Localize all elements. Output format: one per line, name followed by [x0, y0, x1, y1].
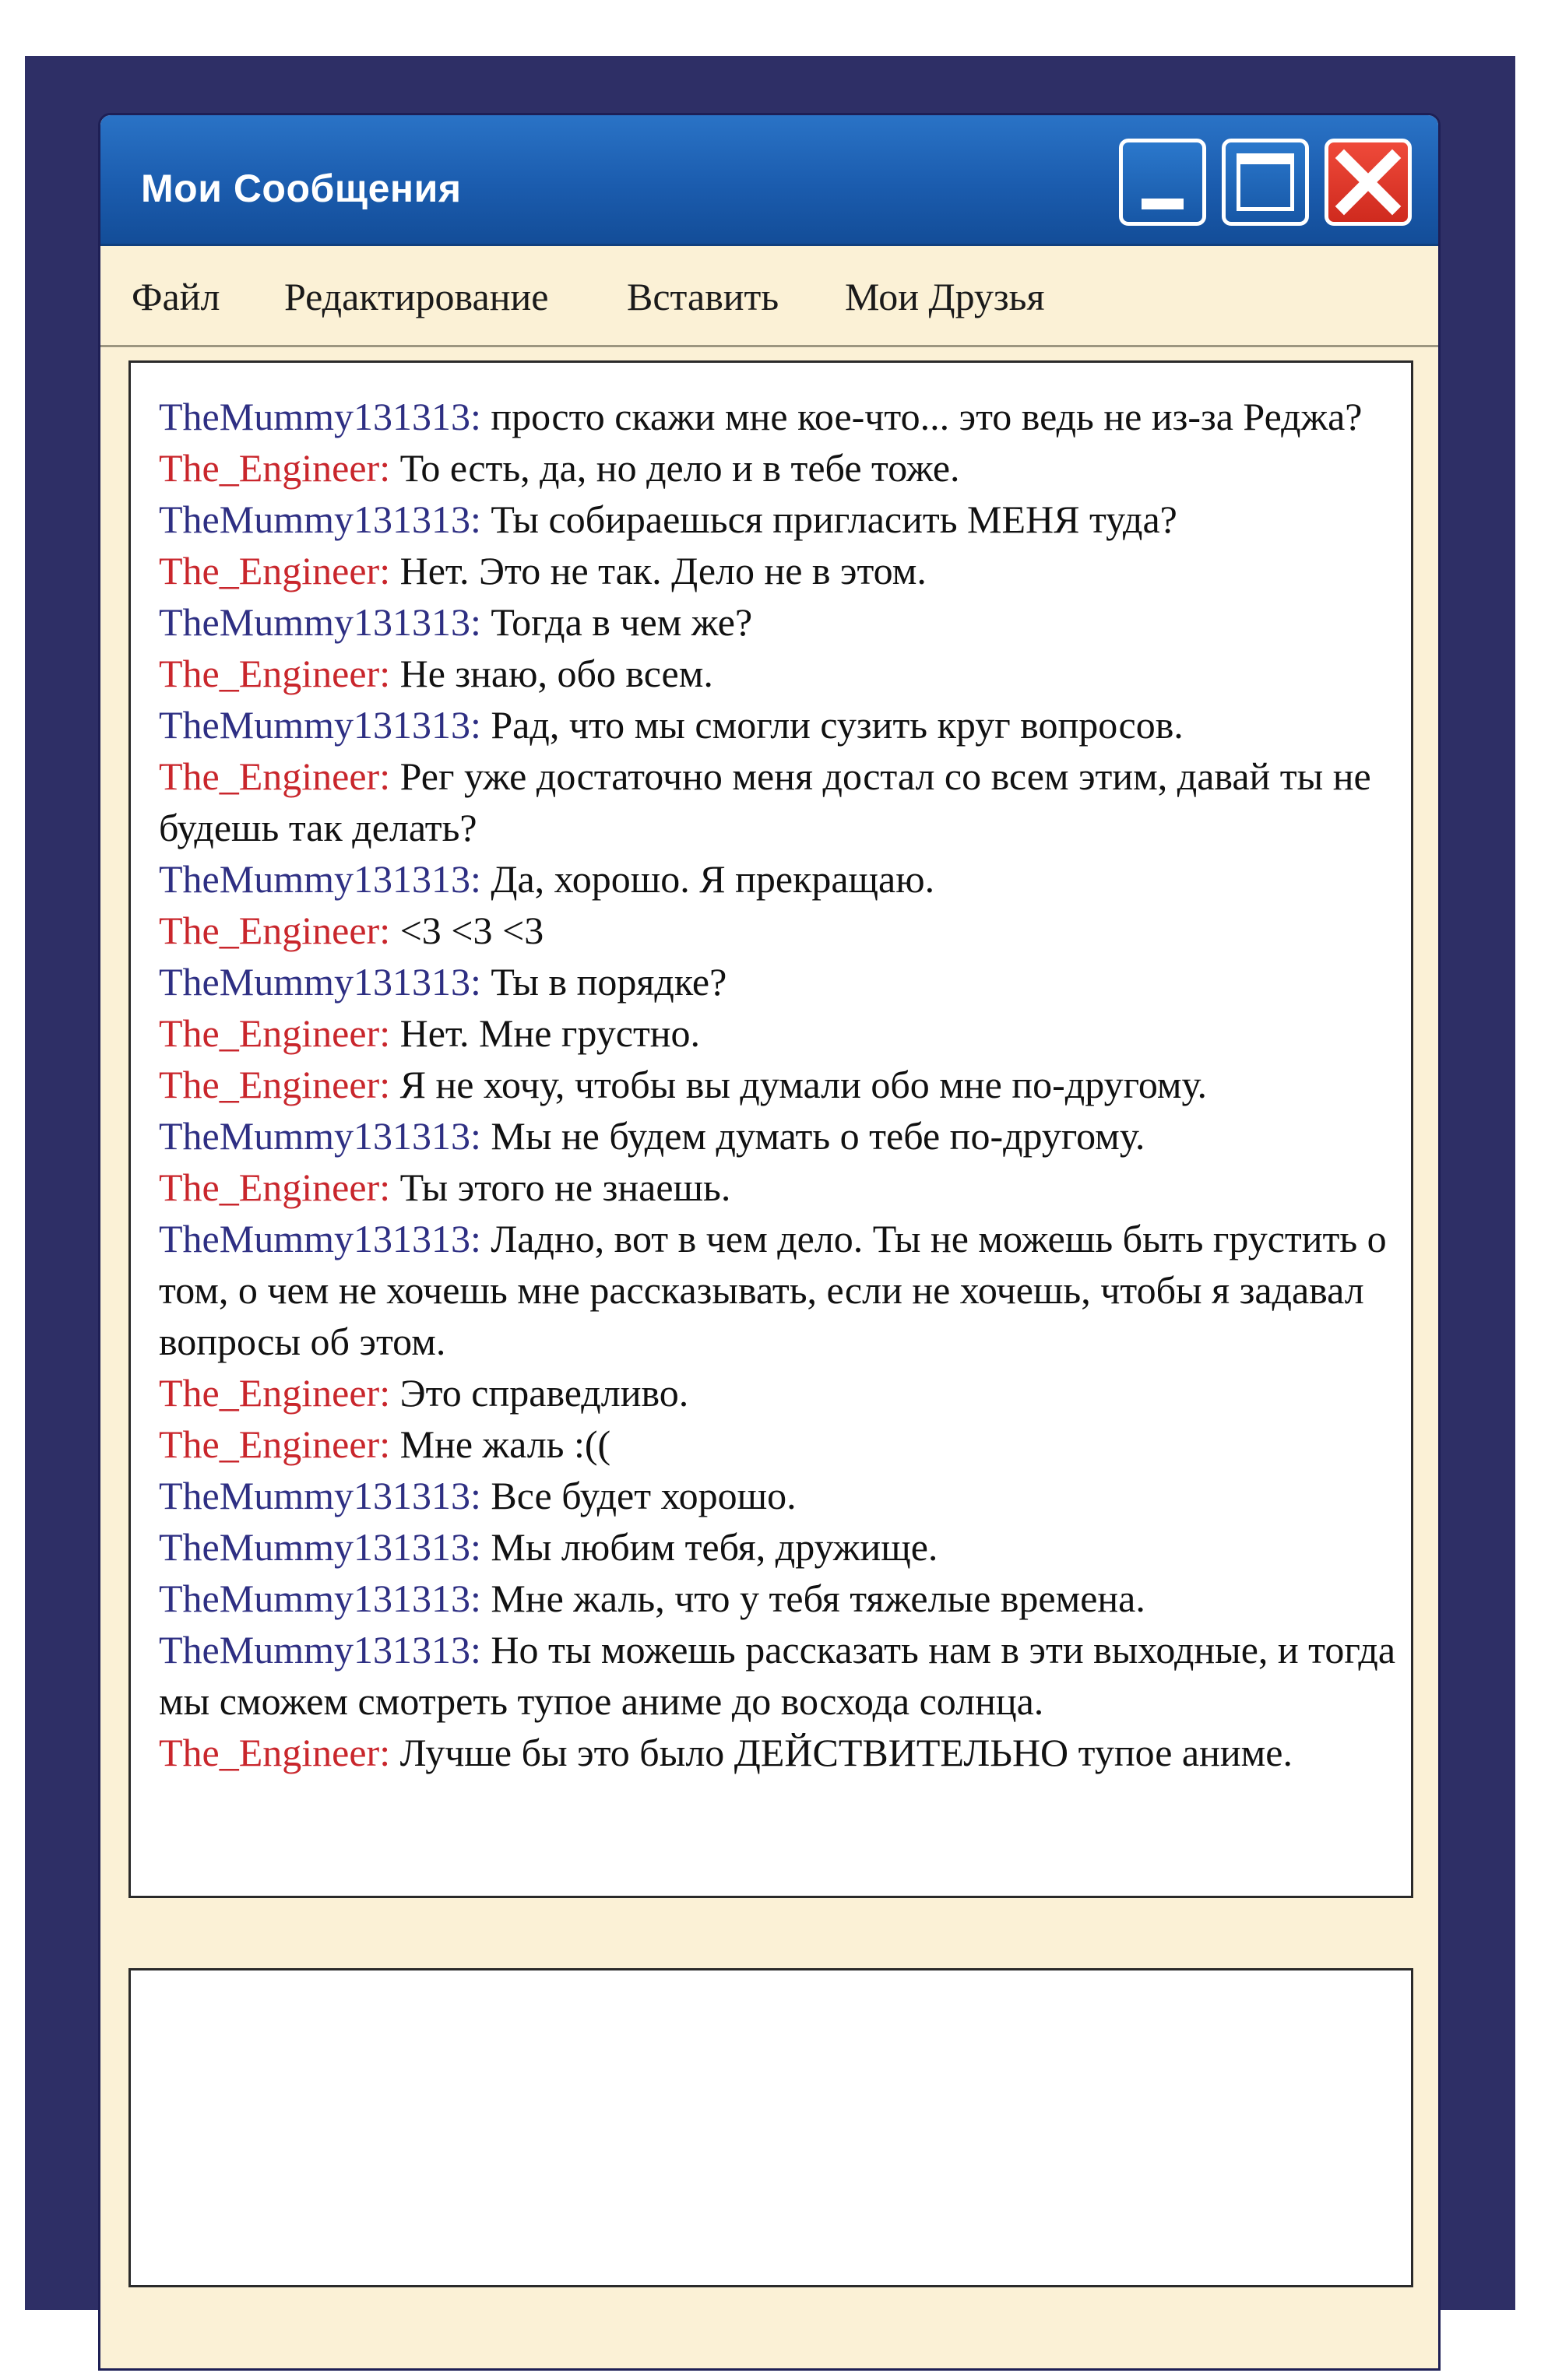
message-author: TheMummy131313:	[159, 1474, 481, 1517]
message-text: Мне жаль, что у тебя тяжелые времена.	[491, 1577, 1145, 1620]
message-author: The_Engineer:	[159, 1731, 391, 1774]
message-list	[159, 391, 1405, 1778]
message-author: TheMummy131313:	[159, 1577, 481, 1620]
message-text: Нет. Это не так. Дело не в этом.	[399, 549, 927, 592]
message-text: Ты собираешься пригласить МЕНЯ туда?	[491, 497, 1177, 541]
chat-message	[159, 1573, 1405, 1624]
chat-message	[159, 494, 1405, 545]
message-text: Все будет хорошо.	[491, 1474, 797, 1517]
chat-message	[159, 596, 1405, 648]
message-author: The_Engineer:	[159, 1063, 391, 1106]
message-author: TheMummy131313:	[159, 395, 481, 438]
message-text: Не знаю, обо всем.	[399, 652, 713, 695]
minimize-icon	[1142, 199, 1184, 209]
message-text: <3 <3 <3	[399, 909, 544, 952]
title-bar[interactable]	[100, 115, 1438, 246]
menu-item-edit[interactable]: Редактирование	[284, 275, 549, 318]
message-author: TheMummy131313:	[159, 1628, 481, 1672]
message-author: The_Engineer:	[159, 1422, 391, 1466]
menu-item-friends[interactable]: Мои Друзья	[845, 275, 1045, 318]
message-author: The_Engineer:	[159, 1165, 391, 1209]
message-text: Да, хорошо. Я прекращаю.	[491, 857, 935, 901]
chat-message	[159, 545, 1405, 596]
chat-message	[159, 648, 1405, 699]
message-author: TheMummy131313:	[159, 1525, 481, 1569]
chat-message	[159, 1213, 1405, 1367]
message-text: Ты в порядке?	[491, 960, 727, 1004]
message-text: Но ты можешь рассказать нам в эти выходные, и тогда мы сможем смотреть тупое аниме до восхода солнца.	[159, 1628, 1396, 1723]
message-author: The_Engineer:	[159, 652, 391, 695]
chat-message	[159, 853, 1405, 905]
message-author: The_Engineer:	[159, 754, 391, 798]
message-text: То есть, да, но дело и в тебе тоже.	[399, 446, 960, 490]
message-text: Лучше бы это было ДЕЙСТВИТЕЛЬНО тупое аниме.	[399, 1731, 1293, 1774]
chat-message	[159, 1470, 1405, 1521]
message-author: TheMummy131313:	[159, 497, 481, 541]
message-text: Мы любим тебя, дружище.	[491, 1525, 938, 1569]
chat-message	[159, 751, 1405, 853]
message-text: Я не хочу, чтобы вы думали обо мне по-другому.	[399, 1063, 1208, 1106]
message-text: Тогда в чем же?	[491, 600, 753, 644]
menu-bar	[100, 246, 1438, 347]
message-author: TheMummy131313:	[159, 857, 481, 901]
message-author: TheMummy131313:	[159, 1217, 481, 1260]
chat-message	[159, 1162, 1405, 1213]
menu-item-insert[interactable]: Вставить	[627, 275, 779, 318]
message-author: The_Engineer:	[159, 446, 391, 490]
chat-message	[159, 956, 1405, 1007]
chat-message	[159, 1110, 1405, 1162]
chat-message	[159, 1727, 1405, 1778]
chat-message	[159, 1367, 1405, 1419]
message-text: Рег уже достаточно меня достал со всем этим, давай ты не будешь так делать?	[159, 754, 1371, 849]
message-author: TheMummy131313:	[159, 960, 481, 1004]
chat-message	[159, 442, 1405, 494]
message-author: The_Engineer:	[159, 909, 391, 952]
chat-message	[159, 1059, 1405, 1110]
window-title: Мои Сообщения	[141, 167, 462, 210]
message-author: The_Engineer:	[159, 549, 391, 592]
chat-message	[159, 905, 1405, 956]
chat-message	[159, 1419, 1405, 1470]
message-author: The_Engineer:	[159, 1371, 391, 1415]
message-text: Ладно, вот в чем дело. Ты не можешь быть грустить о том, о чем не хочешь мне рассказывать, если не хочешь, чтобы я задавал вопросы об этом.	[159, 1217, 1387, 1363]
message-author: TheMummy131313:	[159, 703, 481, 747]
maximize-icon	[1237, 153, 1294, 211]
menu-item-file[interactable]: Файл	[132, 275, 220, 318]
chat-message	[159, 1624, 1405, 1727]
chat-window	[98, 113, 1441, 2371]
message-text: Мне жаль :((	[399, 1422, 611, 1466]
chat-history[interactable]	[128, 360, 1413, 1898]
message-text: Рад, что мы смогли сузить круг вопросов.	[491, 703, 1184, 747]
close-button[interactable]	[1325, 139, 1412, 226]
maximize-button[interactable]	[1222, 139, 1309, 226]
message-text: Это справедливо.	[399, 1371, 689, 1415]
chat-message	[159, 1521, 1405, 1573]
close-icon	[1333, 147, 1403, 217]
message-text: просто скажи мне кое-что... это ведь не из-за Реджа?	[491, 395, 1363, 438]
chat-message	[159, 391, 1405, 442]
message-author: TheMummy131313:	[159, 600, 481, 644]
message-text: Ты этого не знаешь.	[399, 1165, 731, 1209]
message-author: TheMummy131313:	[159, 1114, 481, 1158]
message-text: Мы не будем думать о тебе по-другому.	[491, 1114, 1145, 1158]
message-author: The_Engineer:	[159, 1011, 391, 1055]
minimize-button[interactable]	[1119, 139, 1206, 226]
chat-message	[159, 699, 1405, 751]
message-text: Нет. Мне грустно.	[399, 1011, 701, 1055]
chat-message	[159, 1007, 1405, 1059]
message-input[interactable]	[128, 1968, 1413, 2287]
